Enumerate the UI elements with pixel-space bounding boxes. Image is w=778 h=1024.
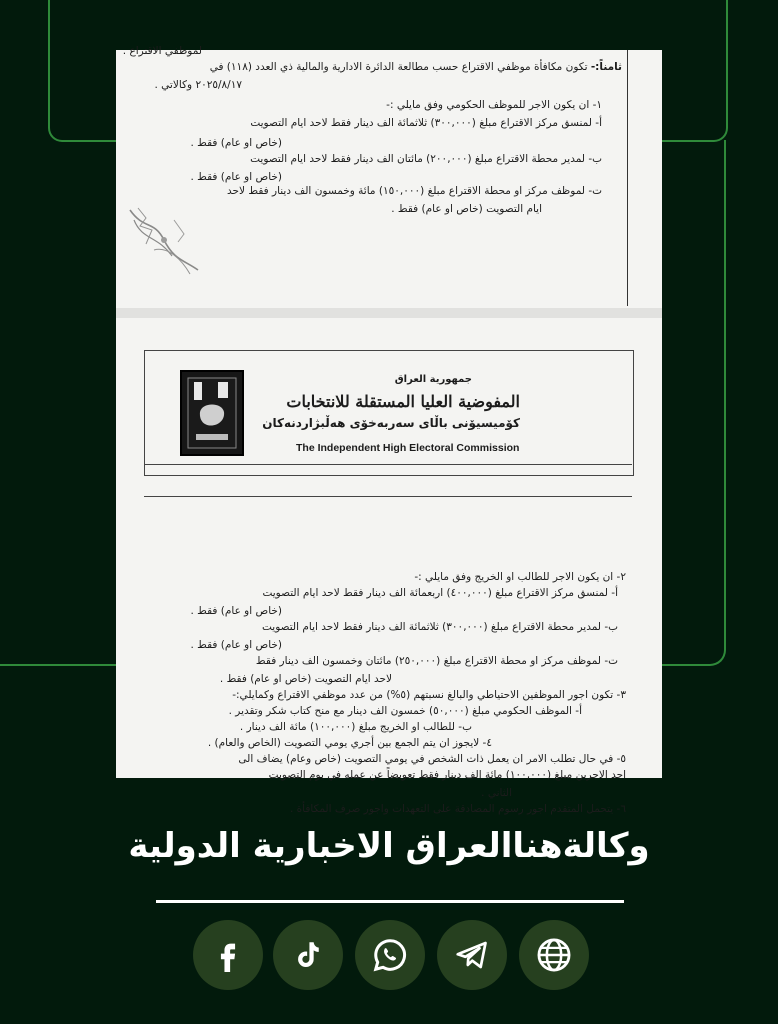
doc-line: لموظفي الاقتراع . xyxy=(122,45,202,57)
clause-label: ثامناً:- xyxy=(590,61,622,73)
whatsapp-link[interactable] xyxy=(355,920,425,990)
doc-line: أ- الموظف الحكومي مبلغ (٥٠,٠٠٠) خمسون الف دينار مع منح كتاب شكر وتقدير . xyxy=(228,705,582,717)
doc-line: أ- لمنسق مركز الاقتراع مبلغ (٤٠٠,٠٠٠) اربعمائة الف دينار فقط لاحد ايام التصويت xyxy=(262,587,618,599)
doc-line: أ- لمنسق مركز الاقتراع مبلغ (٣٠٠,٠٠٠) ثلاثمائة الف دينار فقط لاحد ايام التصويت xyxy=(250,117,602,129)
tiktok-icon xyxy=(291,938,325,972)
doc-line: (خاص او عام) فقط . xyxy=(190,137,282,149)
letterhead-commission-arabic: المفوضية العليا المستقلة للانتخابات xyxy=(286,392,520,411)
doc-line: ب- لمدير محطة الاقتراع مبلغ (٢٠٠,٠٠٠) مائتان الف دينار فقط لاحد ايام التصويت xyxy=(250,153,602,165)
social-icons-row xyxy=(193,920,593,990)
whatsapp-icon xyxy=(372,937,408,973)
doc-line: ٢- ان يكون الاجر للطالب او الخريج وفق مايلي :- xyxy=(414,571,626,583)
telegram-link[interactable] xyxy=(437,920,507,990)
globe-icon xyxy=(535,936,573,974)
letterhead-republic: جمهورية العراق xyxy=(394,374,472,385)
doc-line: ٤- لايجوز ان يتم الجمع بين أجري يومي التصويت (الخاص والعام) . xyxy=(207,737,492,749)
tiktok-link[interactable] xyxy=(273,920,343,990)
handwritten-signature-stamp xyxy=(124,200,204,280)
doc-line: ١- ان يكون الاجر للموظف الحكومي وفق مايلي :- xyxy=(386,99,602,111)
doc-line: ٥- في حال تطلب الامر ان يعمل ذات الشخص في يومي التصويت (خاص وعام) يضاف الى xyxy=(238,753,626,765)
page-border-line xyxy=(627,50,628,306)
doc-line: ت- لموظف مركز او محطة الاقتراع مبلغ (١٥٠,٠٠٠) مائة وخمسون الف دينار فقط لاحد xyxy=(227,185,602,197)
letterhead-rule xyxy=(144,496,632,497)
website-link[interactable] xyxy=(519,920,589,990)
letterhead-commission-kurdish: كۆمیسیۆنی باڵای سەربەخۆی هەڵبژاردنەکان xyxy=(262,416,520,430)
doc-line xyxy=(210,60,622,74)
letterhead-commission-english: The Independent High Electoral Commission xyxy=(296,442,520,454)
agency-underline xyxy=(156,900,624,903)
facebook-icon xyxy=(211,938,245,972)
doc-line: ايام التصويت (خاص او عام) فقط . xyxy=(391,203,542,215)
facebook-link[interactable] xyxy=(193,920,263,990)
doc-line: ب- للطالب او الخريج مبلغ (١٠٠,٠٠٠) مائة الف دينار . xyxy=(239,721,472,733)
doc-line: (خاص او عام) فقط . xyxy=(190,171,282,183)
doc-line: لاحد ايام التصويت (خاص او عام) فقط . xyxy=(219,673,392,685)
doc-line: ٦- يتحمل المتقدم اجور رسوم المصادقة على التعهدات واجور صرف المكافأة . xyxy=(289,803,626,815)
doc-line: ٣- تكون اجور الموظفين الاحتياطي والبالغ نسبتهم (٥%) من عدد موظفي الاقتراع وكمايلي:- xyxy=(232,689,626,701)
document-scan xyxy=(116,45,662,815)
doc-line: احد الاجرين مبلغ (١٠٠,٠٠٠) مائة الف دينار فقط تعويضاً عن عمله في يوم التصويت xyxy=(268,769,626,781)
agency-name: وكالةهناالعراق الاخبارية الدولية xyxy=(128,826,650,866)
commission-logo xyxy=(180,370,244,456)
page-gap xyxy=(116,308,662,318)
telegram-icon xyxy=(454,937,490,973)
doc-line: (خاص او عام) فقط . xyxy=(190,639,282,651)
ballot-box-icon xyxy=(182,372,242,454)
doc-line: ت- لموظف مركز او محطة الاقتراع مبلغ (٢٥٠,٠٠٠) مائتان وخمسون الف دينار فقط xyxy=(255,655,618,667)
doc-line: الثاني . xyxy=(481,787,512,799)
clause-text: تكون مكافأة موظفي الاقتراع حسب مطالعة الدائرة الادارية والمالية ذي العدد (١١٨) في xyxy=(209,61,591,73)
doc-line: ب- لمدير محطة الاقتراع مبلغ (٣٠٠,٠٠٠) ثلاثمائة الف دينار فقط لاحد ايام التصويت xyxy=(261,621,618,633)
doc-line: (خاص او عام) فقط . xyxy=(190,605,282,617)
document-page-1 xyxy=(116,45,662,309)
letterhead-rule xyxy=(144,464,632,465)
doc-line: ٢٠٢٥/٨/١٧ وكالاتي . xyxy=(154,79,242,91)
document-page-2 xyxy=(116,318,662,815)
